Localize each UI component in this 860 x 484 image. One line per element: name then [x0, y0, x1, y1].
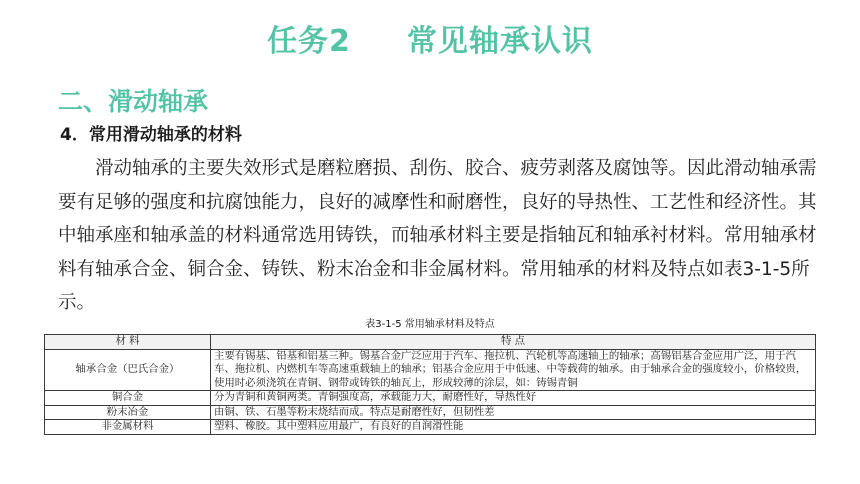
- header-feature: 特 点: [211, 335, 816, 350]
- table-row: [45, 405, 816, 420]
- section-heading: 二、滑动轴承: [58, 87, 209, 116]
- cell-feature: 分为青铜和黄铜两类。青铜强度高，承载能力大，耐磨性好，导热性好: [211, 391, 816, 406]
- cell-material: 铜合金: [45, 391, 211, 406]
- table-row: [45, 349, 816, 391]
- cell-material: 轴承合金（巴氏合金）: [45, 349, 211, 391]
- task-number: 任务2: [267, 24, 351, 59]
- cell-feature: 塑料、橡胶。其中塑料应用最广，有良好的自润滑性能: [211, 420, 816, 435]
- subsection-heading: 4．常用滑动轴承的材料: [60, 125, 242, 145]
- cell-feature: 由铜、铁、石墨等粉末烧结而成。特点是耐磨性好，但韧性差: [211, 405, 816, 420]
- table-header-row: [45, 335, 816, 350]
- table-caption: 表3-1-5 常用轴承材料及特点: [365, 319, 495, 330]
- header-material: 材 料: [45, 335, 211, 350]
- table-row: [45, 391, 816, 406]
- task-name: 常见轴承认识: [406, 24, 593, 59]
- slide-title: [0, 20, 860, 64]
- materials-table: [44, 334, 816, 435]
- cell-feature: 主要有锡基、铅基和铝基三种。锡基合金广泛应用于汽车、拖拉机、汽轮机等高速轴上的轴承；高锡铝基合金应用广泛，用于汽车、拖拉机、内燃机车等高速重载轴上的轴承；铝基合金应用于中低速、中等载荷的轴承。由于轴承合金的强度较小，价格较贵，使用时必须浇筑在青铜、钢带或铸铁的轴瓦上，形成较薄的涂层，如：铸锡青铜: [211, 349, 816, 391]
- cell-material: 非金属材料: [45, 420, 211, 435]
- cell-material: 粉末冶金: [45, 405, 211, 420]
- body-paragraph: 滑动轴承的主要失效形式是磨粒磨损、刮伤、胶合、疲劳剥落及腐蚀等。因此滑动轴承需要有足够的强度和抗腐蚀能力，良好的减摩性和耐磨性，良好的导热性、工艺性和经济性。其中轴承座和轴承盖的材料通常选用铸铁，而轴承材料主要是指轴瓦和轴承衬材料。常用轴承材料有轴承合金、铜合金、铸铁、粉末冶金和非金属材料。常用轴承的材料及特点如表3-1-5所示。: [58, 158, 817, 313]
- table-row: [45, 420, 816, 435]
